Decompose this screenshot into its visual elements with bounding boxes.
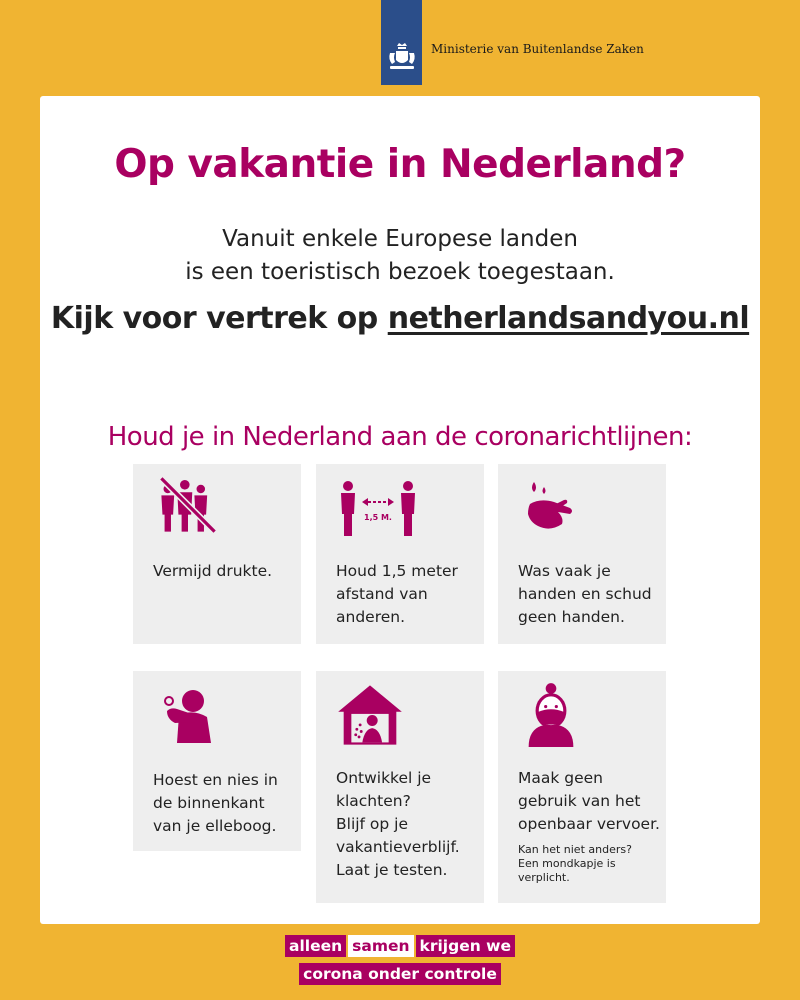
- face-mask-icon: [518, 681, 584, 747]
- tile-label: Vermijd drukte.: [153, 562, 273, 580]
- logo-bar: [381, 0, 422, 85]
- no-crowd-icon: [155, 472, 221, 538]
- slogan-word: samen: [348, 935, 413, 957]
- page-title: Op vakantie in Nederland?: [114, 142, 686, 187]
- guideline-tile-cough: [133, 671, 301, 851]
- subtitle-line-2: is een toeristisch bezoek toegestaan.: [185, 259, 615, 285]
- main-card: [40, 96, 760, 924]
- coat-of-arms-icon: [387, 42, 417, 74]
- wash-hands-icon: [520, 478, 582, 540]
- slogan-line-1: [0, 935, 800, 957]
- slogan-word: krijgen we: [416, 935, 515, 957]
- slogan-word: corona onder controle: [299, 963, 501, 985]
- tile-label: Houd 1,5 meter afstand van anderen.: [336, 562, 458, 626]
- section-title: Houd je in Nederland aan de coronarichtlijnen:: [107, 422, 693, 452]
- tile-label: Ontwikkel je klachten? Blijf op je vakantieverblijf. Laat je testen.: [336, 769, 460, 879]
- guideline-tile-crowds: [133, 464, 301, 644]
- stay-home-icon: [336, 681, 404, 749]
- distance-label: 1,5 M.: [364, 513, 392, 522]
- tile-label: Maak geen gebruik van het openbaar vervoer.: [518, 769, 660, 833]
- ministry-name: Ministerie van Buitenlandse Zaken: [431, 42, 644, 56]
- tile-label: Hoest en nies in de binnenkant van je elleboog.: [153, 771, 278, 835]
- slogan-word: alleen: [285, 935, 346, 957]
- cta-text: [40, 301, 760, 336]
- cta-prefix: Kijk voor vertrek op: [50, 301, 378, 336]
- tile-label: Was vaak je handen en schud geen handen.: [518, 562, 652, 626]
- distance-icon: [338, 478, 418, 540]
- slogan-line-2: [0, 963, 800, 985]
- guideline-tile-wash-hands: [498, 464, 666, 644]
- guideline-tile-stay-home: [316, 671, 484, 903]
- guideline-tile-mask: [498, 671, 666, 903]
- tile-note: Kan het niet anders? Een mondkapje is verplicht.: [518, 843, 632, 884]
- website-link[interactable]: netherlandsandyou.nl: [387, 301, 750, 336]
- guideline-tile-distance: [316, 464, 484, 644]
- cough-elbow-icon: [155, 685, 217, 747]
- subtitle-line-1: Vanuit enkele Europese landen: [222, 226, 578, 252]
